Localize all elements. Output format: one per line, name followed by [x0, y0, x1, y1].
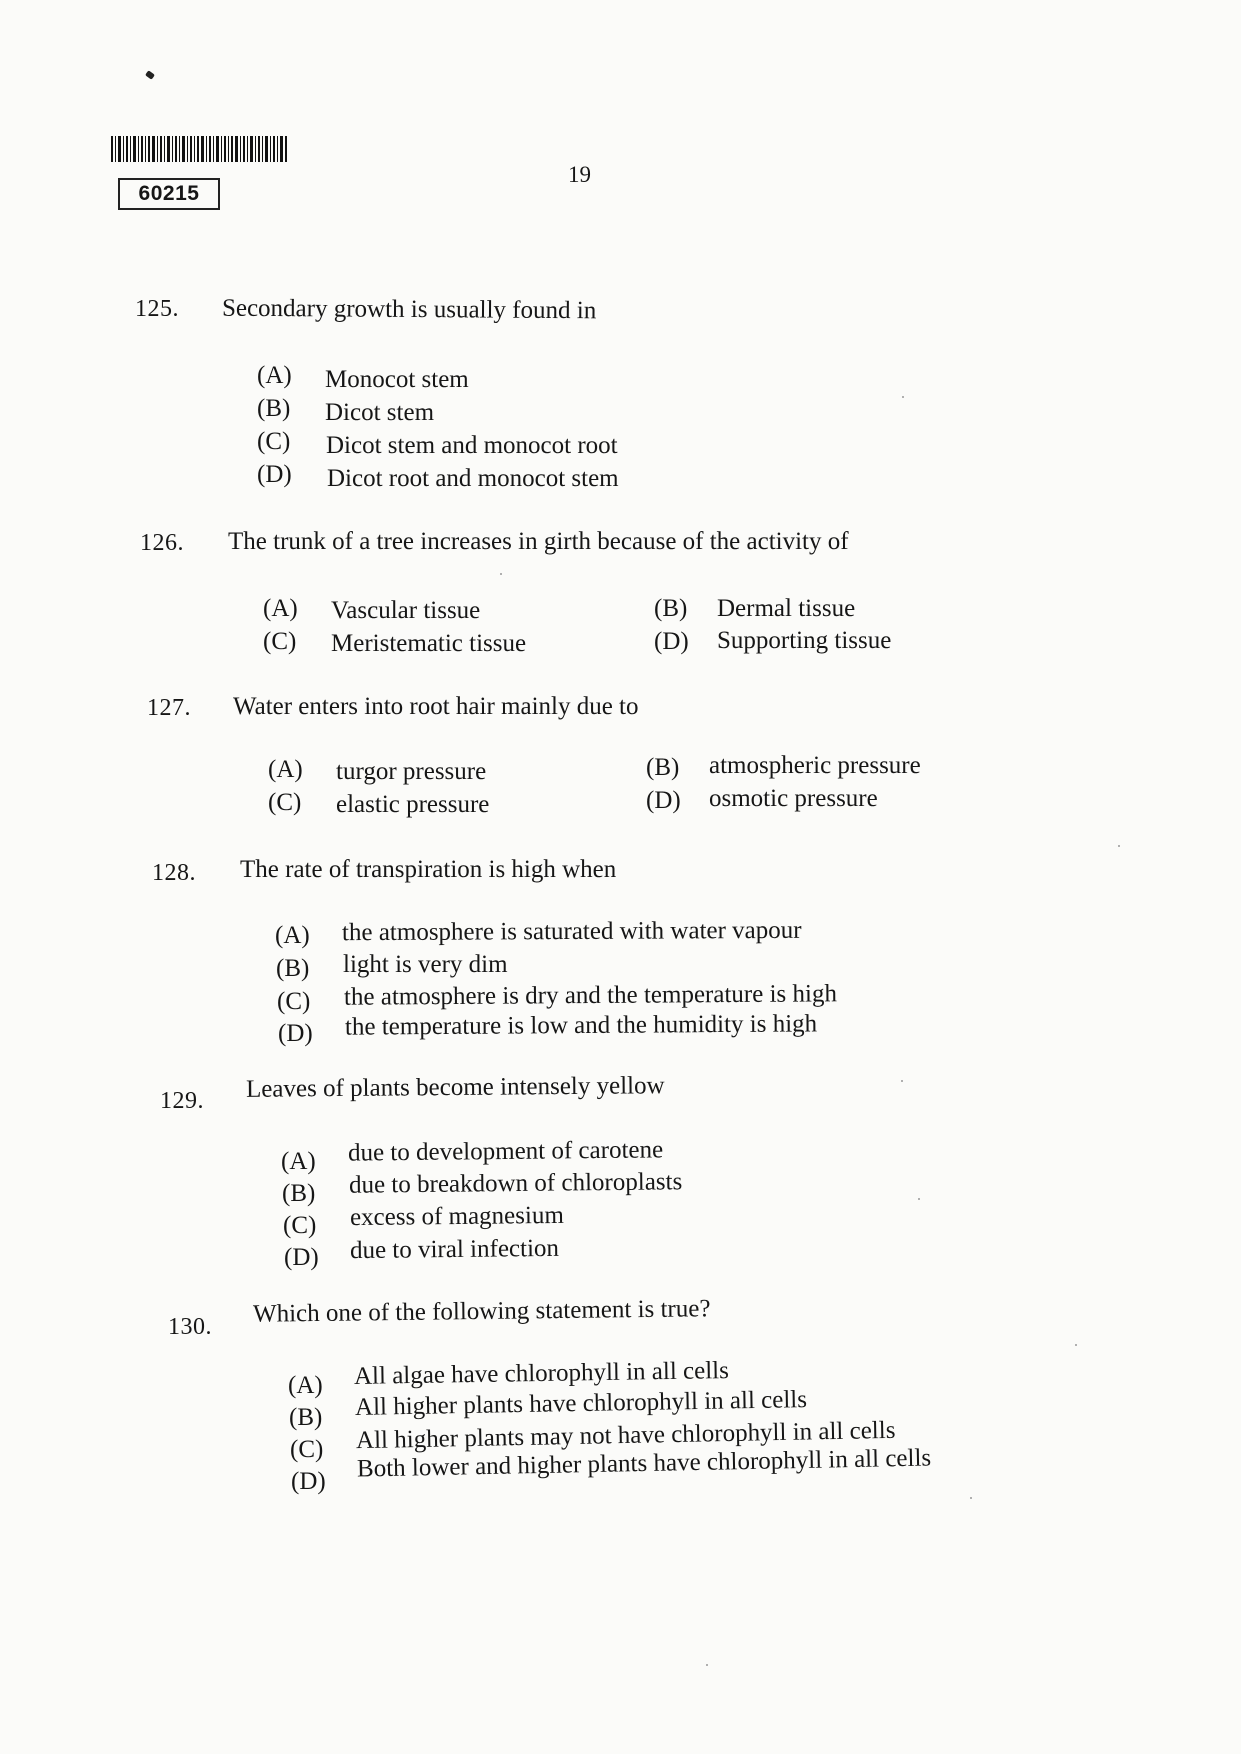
option-letter: (B): [646, 754, 680, 781]
option-letter: (C): [277, 988, 311, 1015]
question-number: 127.: [147, 695, 191, 721]
question-number: 129.: [160, 1088, 204, 1114]
option-letter: (C): [263, 628, 297, 655]
option-text: elastic pressure: [336, 791, 490, 818]
option-letter: (A): [257, 362, 292, 389]
question-text: Secondary growth is usually found in: [221, 294, 597, 325]
option-letter: (B): [276, 955, 310, 982]
option-letter: (B): [257, 395, 291, 422]
question-number: 130.: [168, 1314, 212, 1340]
option-letter: (B): [289, 1404, 323, 1431]
barcode: [111, 136, 287, 162]
option-text: All higher plants may not have chlorophyll in all cells: [355, 1416, 896, 1455]
option-letter: (B): [654, 595, 688, 622]
option-text: osmotic pressure: [709, 785, 878, 812]
option-text: Vascular tissue: [331, 597, 481, 624]
option-letter: (A): [275, 922, 310, 949]
option-text: Dicot root and monocot stem: [327, 465, 619, 492]
option-text: Dicot stem and monocot root: [326, 432, 618, 459]
option-letter: (D): [291, 1468, 326, 1495]
option-text: due to development of carotene: [347, 1136, 664, 1167]
question-number: 125.: [135, 296, 179, 322]
option-text: Meristematic tissue: [331, 630, 527, 657]
option-letter: (C): [268, 789, 302, 816]
question-number: 128.: [152, 860, 196, 886]
option-text: Supporting tissue: [717, 627, 892, 654]
option-text: excess of magnesium: [349, 1201, 564, 1232]
scan-mark: [145, 70, 155, 80]
option-text: turgor pressure: [336, 758, 487, 785]
option-text: due to viral infection: [349, 1234, 560, 1265]
option-letter: (B): [282, 1180, 316, 1207]
option-letter: (D): [654, 628, 689, 655]
option-text: atmospheric pressure: [709, 752, 921, 779]
option-text: All algae have chlorophyll in all cells: [353, 1357, 730, 1390]
question-text: The trunk of a tree increases in girth because of the activity of: [228, 528, 849, 555]
question-number: 126.: [140, 530, 184, 556]
option-letter: (D): [257, 461, 292, 488]
question-text: Leaves of plants become intensely yellow: [245, 1072, 665, 1103]
option-letter: (A): [268, 756, 303, 783]
option-text: the atmosphere is saturated with water vapour: [341, 916, 802, 947]
option-letter: (D): [284, 1244, 319, 1271]
option-letter: (D): [646, 787, 681, 814]
option-letter: (A): [288, 1372, 323, 1399]
option-letter: (A): [263, 595, 298, 622]
option-text: Dermal tissue: [717, 595, 856, 622]
option-text: All higher plants have chlorophyll in all cells: [354, 1386, 808, 1421]
option-text: due to breakdown of chloroplasts: [348, 1168, 683, 1199]
paper-code: 60215: [118, 178, 220, 210]
option-text: the temperature is low and the humidity is high: [344, 1010, 818, 1041]
question-text: The rate of transpiration is high when: [240, 856, 617, 883]
option-text: the atmosphere is dry and the temperature is high: [343, 980, 838, 1011]
option-text: Both lower and higher plants have chlorophyll in all cells: [356, 1444, 932, 1483]
option-letter: (C): [290, 1436, 324, 1463]
question-text: Which one of the following statement is true?: [252, 1295, 711, 1328]
option-text: Monocot stem: [325, 366, 469, 393]
option-text: Dicot stem: [325, 399, 435, 426]
option-text: light is very dim: [343, 951, 508, 978]
option-letter: (C): [283, 1212, 317, 1239]
question-text: Water enters into root hair mainly due to: [233, 693, 639, 720]
option-letter: (D): [278, 1020, 313, 1047]
option-letter: (A): [281, 1148, 316, 1175]
option-letter: (C): [257, 428, 291, 455]
page-number: 19: [568, 162, 591, 187]
